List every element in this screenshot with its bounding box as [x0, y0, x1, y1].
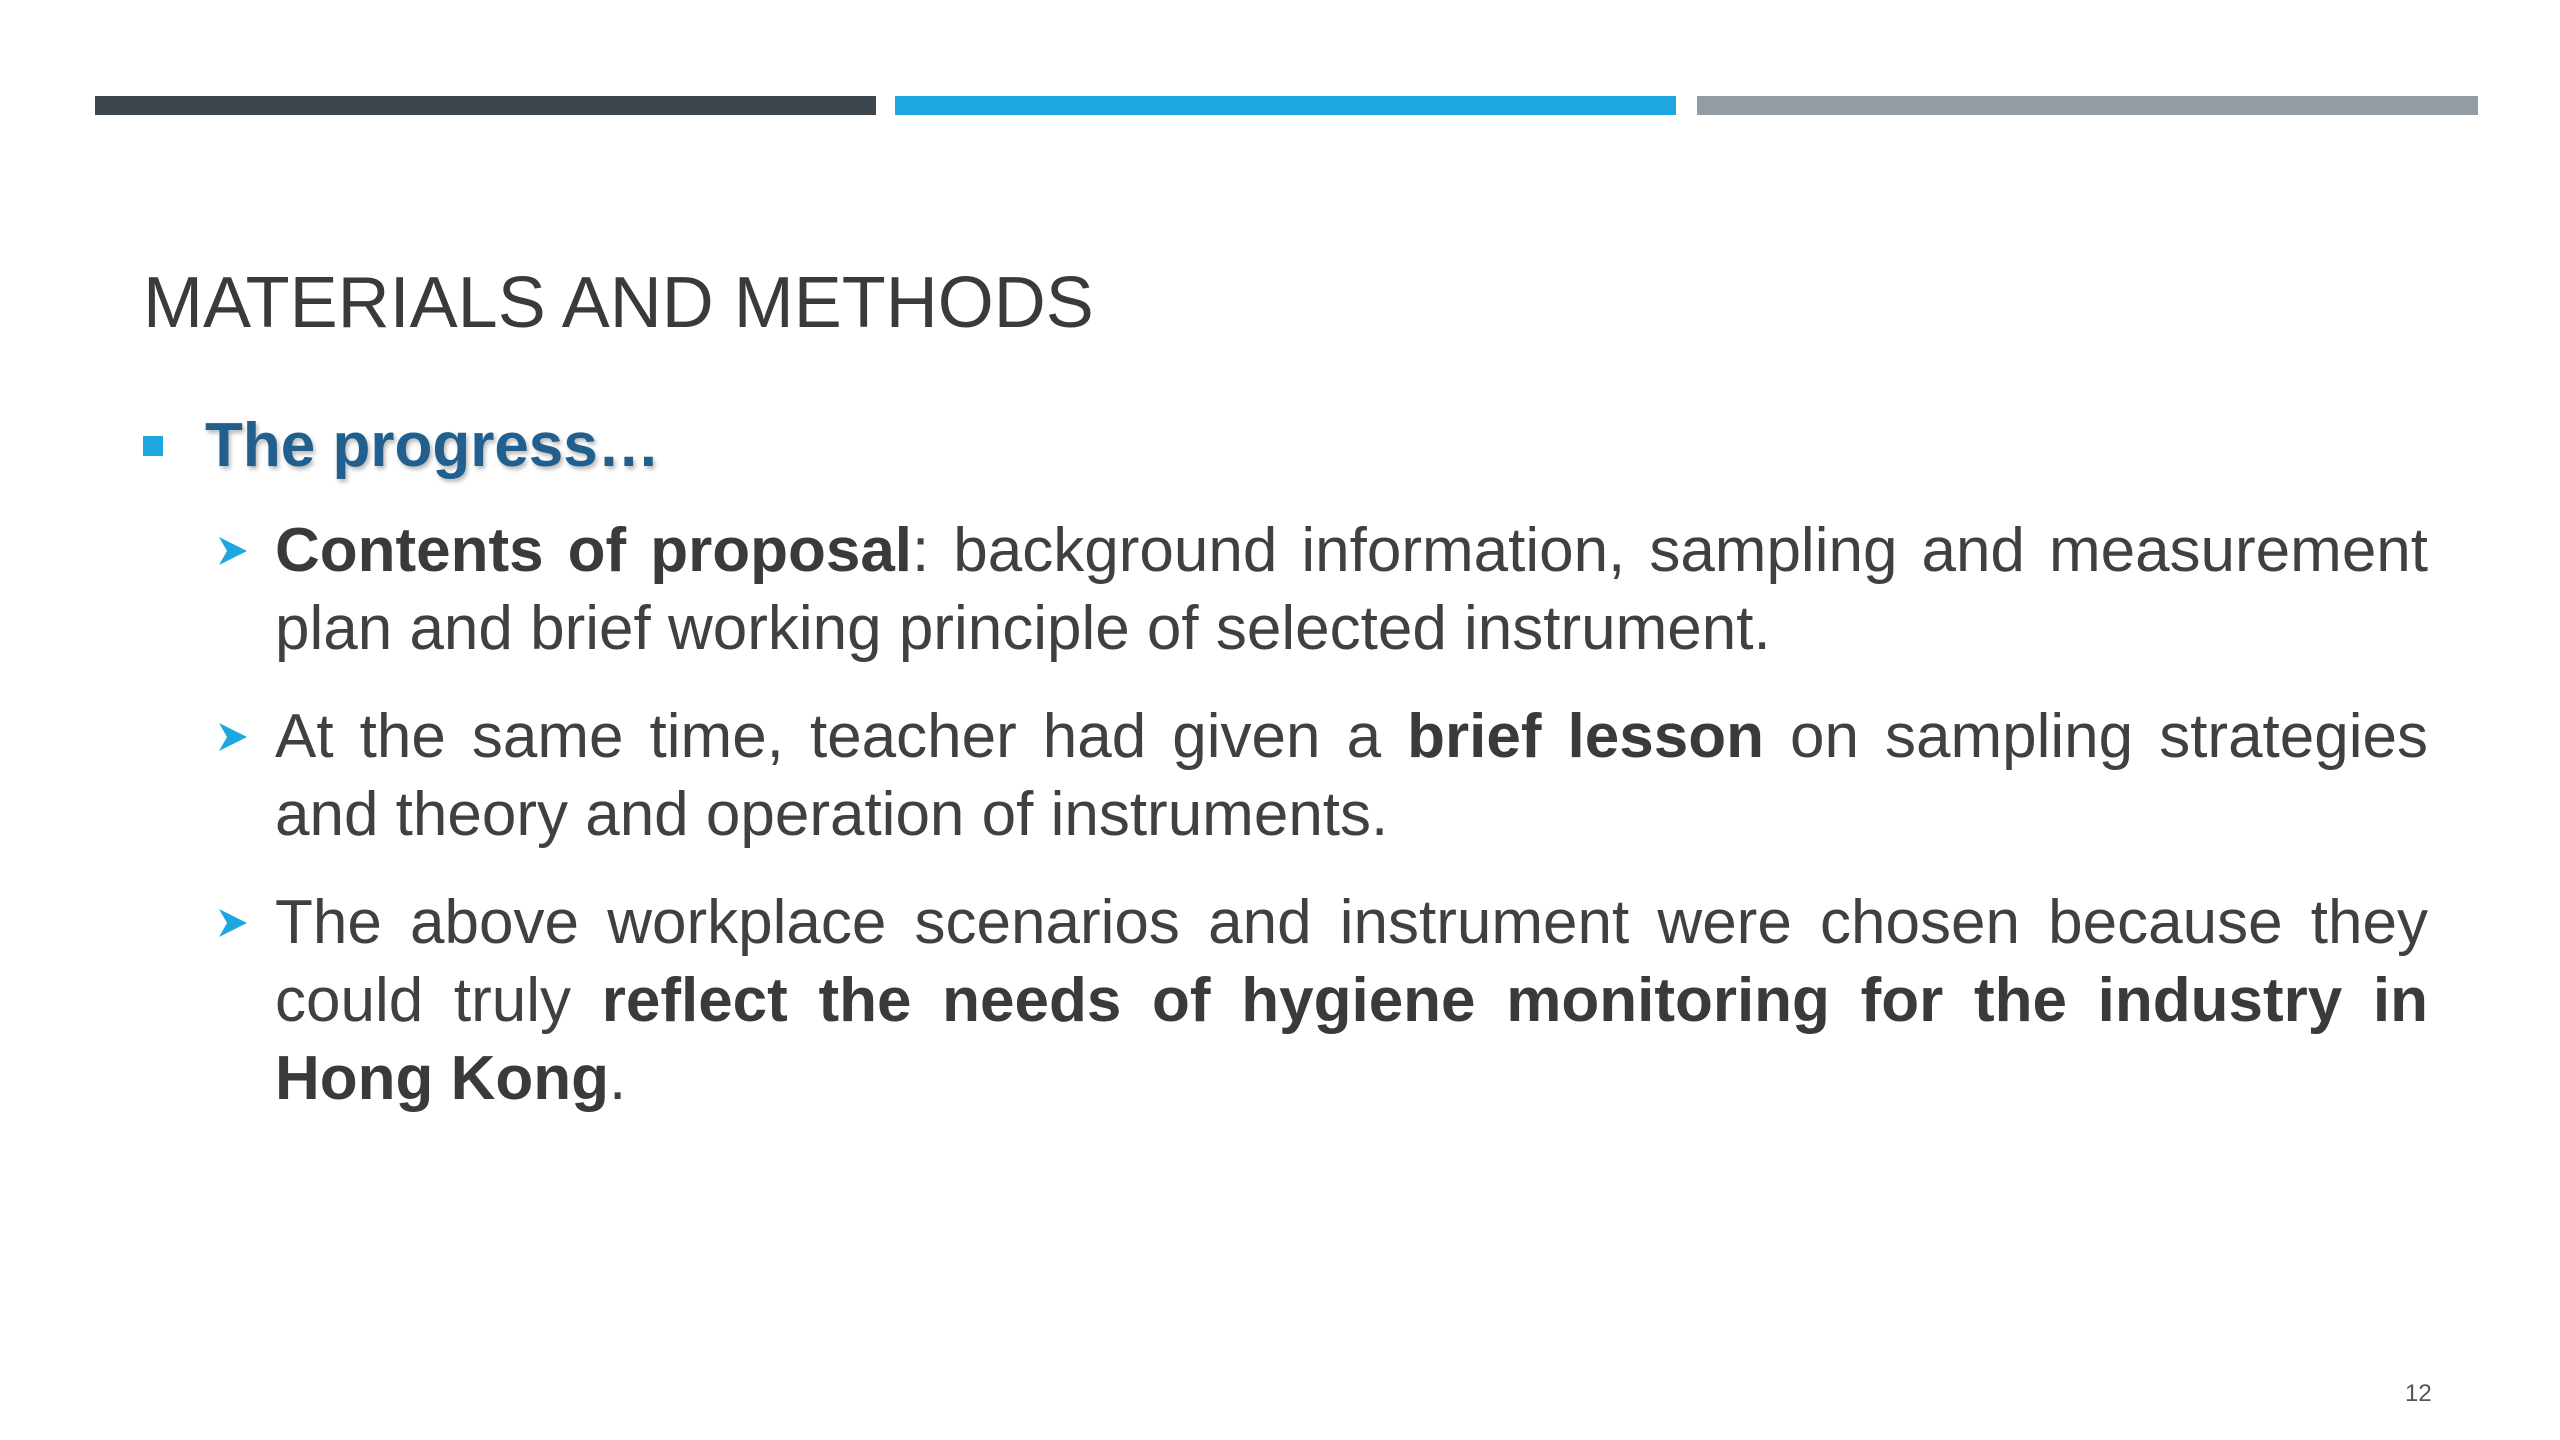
list-item-text — [275, 884, 2428, 1118]
plain-text: : background information, sampling and measurement plan and brief working principle of selected instrument. — [275, 516, 2429, 663]
arrow-bullet-icon — [213, 698, 275, 776]
list-item-text — [275, 698, 2428, 854]
list-item — [213, 884, 2428, 1118]
section-heading: The progress… — [205, 410, 660, 480]
plain-text: . — [609, 1044, 627, 1113]
list-item — [213, 512, 2428, 668]
arrow-bullet-icon — [213, 512, 275, 590]
bold-phrase: reflect the needs of hygiene monitoring for the industry in Hong Kong — [275, 966, 2428, 1113]
square-bullet-icon — [143, 436, 163, 456]
header-bar-blue — [895, 96, 1676, 115]
plain-text: The above workplace scenarios and instrument were chosen because they could truly — [275, 888, 2428, 1035]
list-item-text — [275, 512, 2428, 668]
arrow-bullet-icon — [213, 884, 275, 962]
slide-title: MATERIALS AND METHODS — [143, 263, 1094, 343]
bold-lead: Contents of proposal — [275, 516, 913, 585]
bullet-list — [213, 512, 2428, 1148]
plain-text: At the same time, teacher had given a — [275, 702, 1408, 771]
section-heading-row — [143, 400, 660, 490]
bold-phrase: brief lesson — [1407, 702, 1764, 771]
list-item — [213, 698, 2428, 854]
header-bar-dark — [95, 96, 876, 115]
plain-text: on sampling strategies and theory and operation of instruments. — [275, 702, 2429, 849]
page-number: 12 — [2405, 1380, 2432, 1407]
header-bar-gray — [1697, 96, 2478, 115]
